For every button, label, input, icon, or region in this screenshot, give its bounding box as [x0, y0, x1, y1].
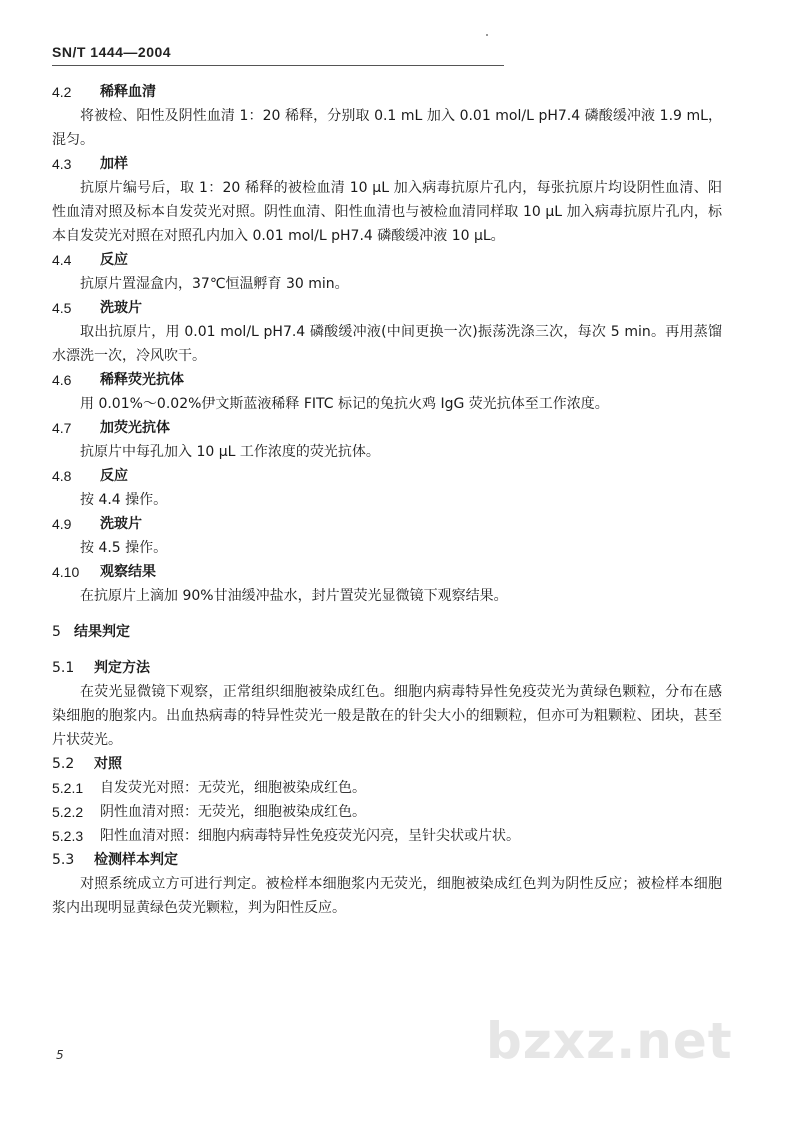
section-4-6 [52, 368, 722, 416]
chapter-5 [52, 620, 722, 920]
paragraph: 在荧光显微镜下观察，正常组织细胞被染成红色。细胞内病毒特异性免疫荧光为黄绿色颗粒，分布在感染细胞的胞浆内。出血热病毒的特异性荧光一般是散在的针尖大小的细颗粒，但亦可为粗颗粒、团块，甚至片状荧光。 [52, 684, 722, 748]
paragraph: 抗原片中每孔加入 10 μL 工作浓度的荧光抗体。 [80, 444, 380, 460]
paragraph: 抗原片置湿盒内，37℃恒温孵育 30 min。 [80, 276, 349, 292]
paragraph: 对照系统成立方可进行判定。被检样本细胞浆内无荧光，细胞被染成红色判为阴性反应；被检样本细胞浆内出现明显黄绿色荧光颗粒，判为阳性反应。 [52, 876, 722, 916]
page-number: 5 [56, 1048, 64, 1062]
section-heading: 4.7 加荧光抗体 [52, 420, 170, 436]
standard-number: SN/T 1444—2004 [52, 44, 172, 60]
control-item: 5.2.2 阴性血清对照：无荧光，细胞被染成红色。 [52, 804, 366, 820]
section-heading: 4.10 观察结果 [52, 564, 156, 580]
header-rule [52, 65, 504, 66]
document-body [52, 80, 722, 920]
spacer [52, 644, 722, 656]
section-heading: 4.9 洗玻片 [52, 516, 142, 532]
spacer [52, 608, 722, 620]
section-heading-5-3: 5.3 检测样本判定 [52, 852, 178, 868]
section-4-10 [52, 560, 722, 608]
section-4-7 [52, 416, 722, 464]
section-heading: 4.8 反应 [52, 468, 128, 484]
section-heading: 4.3 加样 [52, 156, 128, 172]
section-4-8 [52, 464, 722, 512]
scan-speck [486, 34, 488, 36]
section-heading: 4.2 稀释血清 [52, 84, 156, 100]
section-heading: 4.5 洗玻片 [52, 300, 142, 316]
chapter-heading: 5 结果判定 [52, 624, 130, 640]
section-4-2 [52, 80, 722, 152]
section-4-4 [52, 248, 722, 296]
paragraph: 按 4.5 操作。 [80, 540, 168, 556]
control-item: 5.2.1 自发荧光对照：无荧光，细胞被染成红色。 [52, 780, 366, 796]
section-4-9 [52, 512, 722, 560]
site-watermark: bzxz.net [486, 1012, 733, 1070]
paragraph: 抗原片编号后，取 1：20 稀释的被检血清 10 μL 加入病毒抗原片孔内，每张抗原片均设阴性血清、阳性血清对照及标本自发荧光对照。阴性血清、阳性血清也与被检血清同样取 10 μL 加入病毒抗原片孔内，标本自发荧光对照在对照孔内加入 0.01 mol/L pH7.4 磷酸缓冲液 10 μL。 [52, 180, 722, 244]
paragraph: 在抗原片上滴加 90%甘油缓冲盐水，封片置荧光显微镜下观察结果。 [80, 588, 508, 604]
paragraph: 按 4.4 操作。 [80, 492, 168, 508]
section-4-3 [52, 152, 722, 248]
section-heading: 4.4 反应 [52, 252, 128, 268]
paragraph: 将被检、阳性及阴性血清 1：20 稀释，分别取 0.1 mL 加入 0.01 mol/L pH7.4 磷酸缓冲液 1.9 mL，混匀。 [52, 108, 722, 148]
paragraph: 用 0.01%～0.02%伊文斯蓝液稀释 FITC 标记的兔抗火鸡 IgG 荧光抗体至工作浓度。 [80, 396, 609, 412]
section-heading: 4.6 稀释荧光抗体 [52, 372, 184, 388]
paragraph: 取出抗原片，用 0.01 mol/L pH7.4 磷酸缓冲液(中间更换一次)振荡洗涤三次，每次 5 min。再用蒸馏水漂洗一次，冷风吹干。 [52, 324, 722, 364]
section-heading-5-1: 5.1 判定方法 [52, 660, 150, 676]
section-heading-5-2: 5.2 对照 [52, 756, 122, 772]
control-item: 5.2.3 阳性血清对照：细胞内病毒特异性免疫荧光闪亮，呈针尖状或片状。 [52, 828, 520, 844]
section-4-5 [52, 296, 722, 368]
